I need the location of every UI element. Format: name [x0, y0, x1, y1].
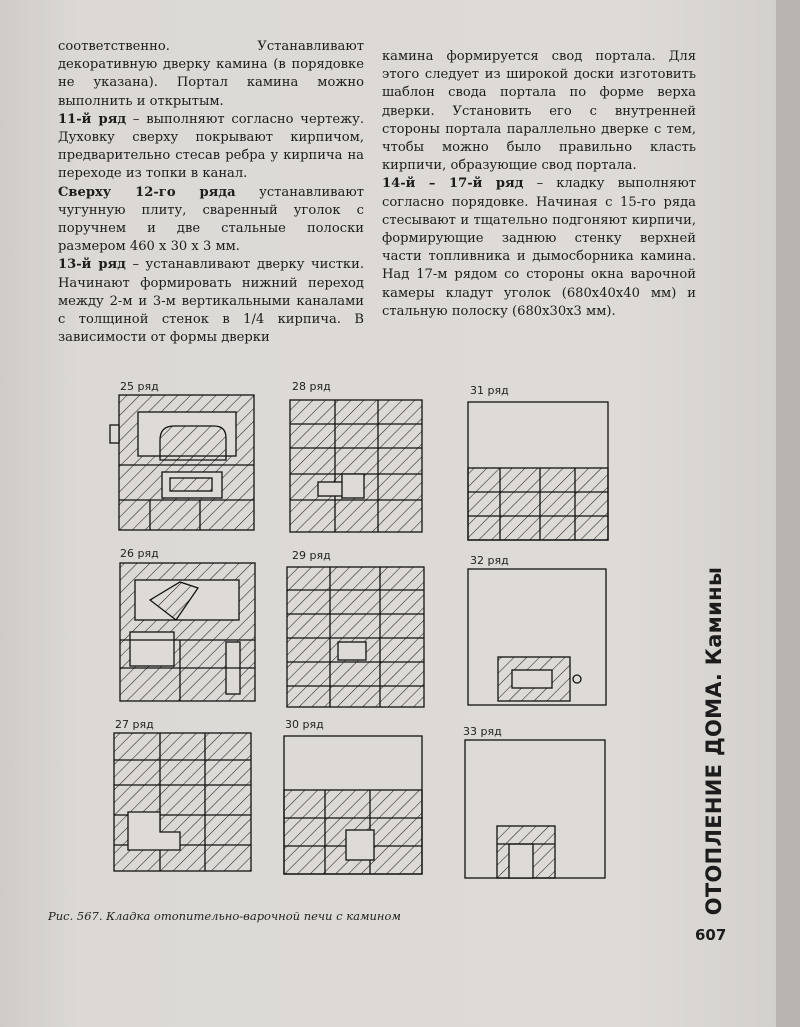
paragraph-text: – устанавливают дверку чистки. Начинают формировать нижний переход между 2-м и 3-м вертикальными каналами с толщиной стенок в 1/4 кирпича. В зависимости от формы дверки	[58, 257, 365, 346]
page-edge	[776, 0, 800, 1027]
drawing-row-26	[120, 563, 255, 701]
paragraph-text: соответственно. Устанавливают декоративную дверку камина (в порядовке не указана). Портал камина можно выполнить и открытым.	[58, 39, 364, 109]
chapter-side-title-text: ОТОПЛЕНИЕ ДОМА. Камины	[702, 566, 726, 916]
paragraph-text: – кладку выполняют согласно порядовке. Начиная с 15-го ряда стесывают и тщательно подгоняют кирпичи, формирующие заднюю стенку верхней части топливника и дымосборника камина. Над 17-м рядом со стороны окна варочной камеры кладут уголок (680х40х40 мм) и стальную полоску (680х30х3 мм).	[382, 176, 696, 319]
paragraph-text: устанавливают чугунную плиту, сваренный уголок с поручнем и две стальные полоски размером 460 х 30 х 3 мм.	[58, 184, 364, 255]
drawing-row-32	[468, 569, 606, 705]
drawing-row-30	[284, 736, 422, 874]
drawing-row-25	[110, 395, 254, 530]
paragraph-text: камина формируется свод портала. Для этого следует из широкой доски изготовить шаблон свода портала по форме верха дверки. Установить его с внутренней стороны портала параллельно дверке с тем, чтобы можно было правильно класть кирпичи, образующие свод портала.	[382, 49, 696, 174]
drawing-row-33	[465, 740, 605, 878]
chapter-side-title	[691, 566, 737, 916]
page-number: 607	[695, 926, 727, 944]
paragraph-lead: 14-й – 17-й ряд	[382, 176, 524, 192]
row-label-26: 26 ряд	[120, 547, 159, 560]
row-label-25: 25 ряд	[120, 380, 159, 393]
drawing-row-28	[290, 400, 422, 532]
drawing-row-27	[114, 733, 251, 871]
paragraph-lead: 13-й ряд	[58, 257, 126, 273]
row-label-30: 30 ряд	[285, 718, 324, 731]
drawing-row-31	[468, 402, 608, 540]
drawing-row-29	[287, 567, 424, 707]
row-label-31: 31 ряд	[470, 384, 509, 397]
row-label-27: 27 ряд	[115, 718, 154, 731]
row-label-28: 28 ряд	[292, 380, 331, 393]
paragraph-lead: 11-й ряд	[58, 111, 127, 127]
row-label-32: 32 ряд	[470, 554, 509, 567]
paragraph-text: – выполняют согласно чертежу. Духовку сверху покрывают кирпичом, предварительно стесав ребра у кирпича на переходе из топки в канал.	[58, 111, 364, 182]
figure-caption: Рис. 567. Кладка отопительно-варочной печи с камином	[48, 909, 401, 923]
row-label-33: 33 ряд	[463, 725, 502, 738]
paragraph-lead: Сверху 12-го ряда	[58, 184, 236, 200]
row-label-29: 29 ряд	[292, 549, 331, 562]
